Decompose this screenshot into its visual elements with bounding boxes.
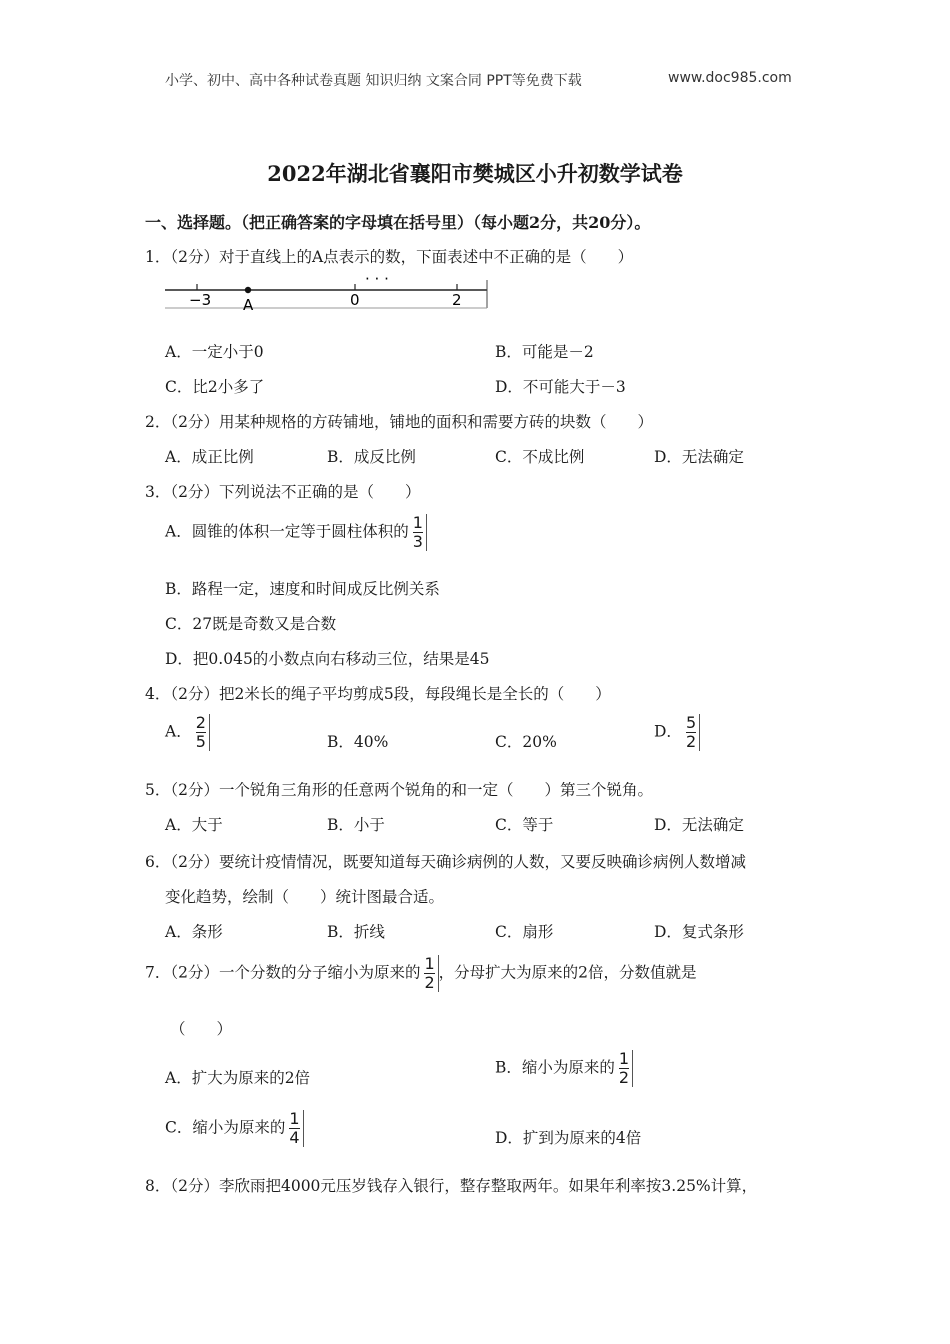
question-8-stem: 8．（2分）李欣雨把4000元压岁钱存入银行，整存整取两年。如果年利率按3.25%计算， (145, 1177, 758, 1195)
q7-option-d: D．扩到为原来的4倍 (495, 1129, 642, 1147)
fraction-denominator: 2 (618, 1068, 630, 1087)
fraction-numerator: 1 (618, 1049, 630, 1068)
q4-option-a-text: A． (165, 722, 192, 741)
label-a: A (243, 296, 254, 314)
question-7-stem-cont: （ ） (170, 1020, 233, 1038)
q2-option-b: B．成反比例 (327, 448, 416, 466)
question-3-stem: 3．（2分）下列说法不正确的是（ ） (145, 483, 421, 501)
q1-option-b: B．可能是－2 (495, 343, 594, 361)
q4-option-d-text: D． (654, 722, 682, 741)
ellipsis-dots: · · · (365, 272, 389, 288)
fraction-denominator: 2 (685, 732, 697, 751)
point-a (245, 287, 251, 293)
number-line-figure (165, 272, 490, 314)
fraction-numerator: 1 (289, 1109, 300, 1128)
fraction-denominator: 3 (412, 532, 423, 551)
question-4-stem: 4．（2分）把2米长的绳子平均剪成5段，每段绳长是全长的（ ） (145, 685, 611, 703)
question-1-stem: 1．（2分）对于直线上的A点表示的数，下面表述中不正确的是（ ） (145, 248, 634, 266)
q6-option-d: D．复式条形 (654, 923, 744, 941)
fraction-denominator: 5 (195, 732, 206, 751)
fraction-one-quarter (287, 1110, 303, 1147)
q5-option-b: B．小于 (327, 816, 385, 834)
q1-option-a: A．一定小于0 (165, 343, 264, 361)
q1-option-c: C．比2小多了 (165, 378, 265, 396)
fraction-denominator: 4 (289, 1128, 300, 1147)
q3-option-a (165, 514, 427, 551)
section-heading: 一、选择题。（把正确答案的字母填在括号里）（每小题2分，共20分）。 (145, 213, 651, 232)
fraction-one-third (411, 514, 427, 551)
fraction-one-half (422, 955, 438, 992)
fraction-five-halves (684, 714, 700, 751)
question-7-stem (145, 955, 697, 992)
q2-option-d: D．无法确定 (654, 448, 744, 466)
q4-option-a (165, 714, 210, 751)
q4-option-c: C．20% (495, 733, 557, 751)
question-5-stem: 5．（2分）一个锐角三角形的任意两个锐角的和一定（ ）第三个锐角。 (145, 781, 653, 799)
q5-option-a: A．大于 (165, 816, 223, 834)
question-2-stem: 2．（2分）用某种规格的方砖铺地，铺地的面积和需要方砖的块数（ ） (145, 413, 653, 431)
fraction-denominator: 2 (424, 973, 435, 992)
q7-stem-pre: 7．（2分）一个分数的分子缩小为原来的 (145, 963, 421, 982)
q7-option-b-text: B．缩小为原来的 (495, 1058, 615, 1077)
q7-stem-post: ，分母扩大为原来的2倍，分数值就是 (438, 963, 697, 982)
fraction-numerator: 2 (195, 713, 206, 732)
site-banner: 小学、初中、高中各种试卷真题 知识归纳 文案合同 PPT等免费下载 (165, 73, 582, 89)
q7-option-a: A．扩大为原来的2倍 (165, 1069, 311, 1087)
q6-option-b: B．折线 (327, 923, 385, 941)
question-6-stem-cont: 变化趋势，绘制（ ）统计图最合适。 (165, 888, 445, 906)
q3-option-c: C．27既是奇数又是合数 (165, 615, 337, 633)
q4-option-b: B．40% (327, 733, 389, 751)
fraction-two-fifths (194, 714, 210, 751)
q7-option-c (165, 1110, 304, 1147)
fraction-numerator: 5 (685, 713, 697, 732)
q3-option-d: D．把0.045的小数点向右移动三位，结果是45 (165, 650, 490, 668)
site-url: www.doc985.com (668, 70, 792, 86)
q2-option-c: C．不成比例 (495, 448, 585, 466)
q7-option-b (495, 1050, 633, 1087)
q1-option-d: D．不可能大于－3 (495, 378, 626, 396)
label-minus3: −3 (189, 291, 212, 309)
question-6-stem: 6．（2分）要统计疫情情况，既要知道每天确诊病例的人数，又要反映确诊病例人数增减 (145, 853, 746, 871)
fraction-numerator: 1 (424, 954, 435, 973)
fraction-numerator: 1 (412, 513, 423, 532)
label-0: 0 (350, 291, 360, 309)
q6-option-c: C．扇形 (495, 923, 554, 941)
q2-option-a: A．成正比例 (165, 448, 254, 466)
q3-option-b: B．路程一定，速度和时间成反比例关系 (165, 580, 440, 598)
label-2: 2 (452, 291, 462, 309)
q5-option-c: C．等于 (495, 816, 554, 834)
q5-option-d: D．无法确定 (654, 816, 744, 834)
page-title: 2022年湖北省襄阳市樊城区小升初数学试卷 (267, 161, 683, 186)
q3-option-a-text: A．圆锥的体积一定等于圆柱体积的 (165, 522, 409, 541)
fraction-one-half (617, 1050, 633, 1087)
q4-option-d (654, 714, 700, 751)
q6-option-a: A．条形 (165, 923, 223, 941)
q7-option-c-text: C．缩小为原来的 (165, 1118, 286, 1137)
